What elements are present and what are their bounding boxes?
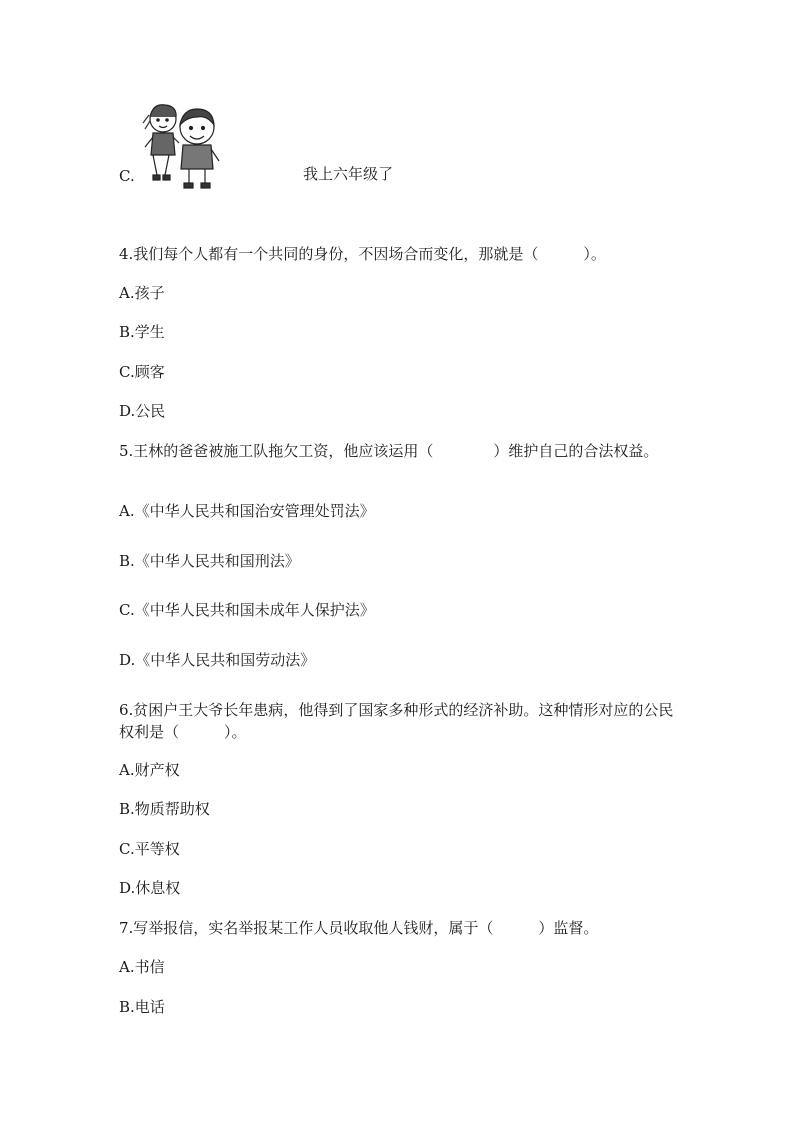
q4-option-b: B.学生 <box>119 323 165 341</box>
q5-option-b: B.《中华人民共和国刑法》 <box>119 552 300 570</box>
option-c-label: C. <box>119 167 135 185</box>
question-5-stem: 5.王林的爸爸被施工队拖欠工资，他应该运用（ ）维护自己的合法权益。 <box>119 442 659 460</box>
question-4-stem: 4.我们每个人都有一个共同的身份，不因场合而变化，那就是（ ）。 <box>119 245 606 263</box>
q5-option-a: A.《中华人民共和国治安管理处罚法》 <box>119 502 375 520</box>
q7-option-a: A.书信 <box>119 958 165 976</box>
q4-option-c: C.顾客 <box>119 363 165 381</box>
q4-option-d: D.公民 <box>119 402 166 420</box>
q4-option-a: A.孩子 <box>119 284 165 302</box>
q6-option-b: B.物质帮助权 <box>119 800 210 818</box>
q7-option-b: B.电话 <box>119 998 165 1016</box>
question-6-stem: 6.贫困户王大爷长年患病，他得到了国家多种形式的经济补助。这种情形对应的公民权利是（ ）。 <box>119 701 674 741</box>
q5-option-c: C.《中华人民共和国未成年人保护法》 <box>119 601 375 619</box>
question-7-stem: 7.写举报信，实名举报某工作人员收取他人钱财，属于（ ）监督。 <box>119 919 599 937</box>
boy-figure <box>180 109 219 188</box>
children-illustration <box>133 97 233 197</box>
girl-figure <box>143 105 179 180</box>
illustration-caption: 我上六年级了 <box>303 165 394 183</box>
q5-option-d: D.《中华人民共和国劳动法》 <box>119 651 316 669</box>
q6-option-d: D.休息权 <box>119 879 181 897</box>
q6-option-c: C.平等权 <box>119 840 180 858</box>
q6-option-a: A.财产权 <box>119 761 180 779</box>
